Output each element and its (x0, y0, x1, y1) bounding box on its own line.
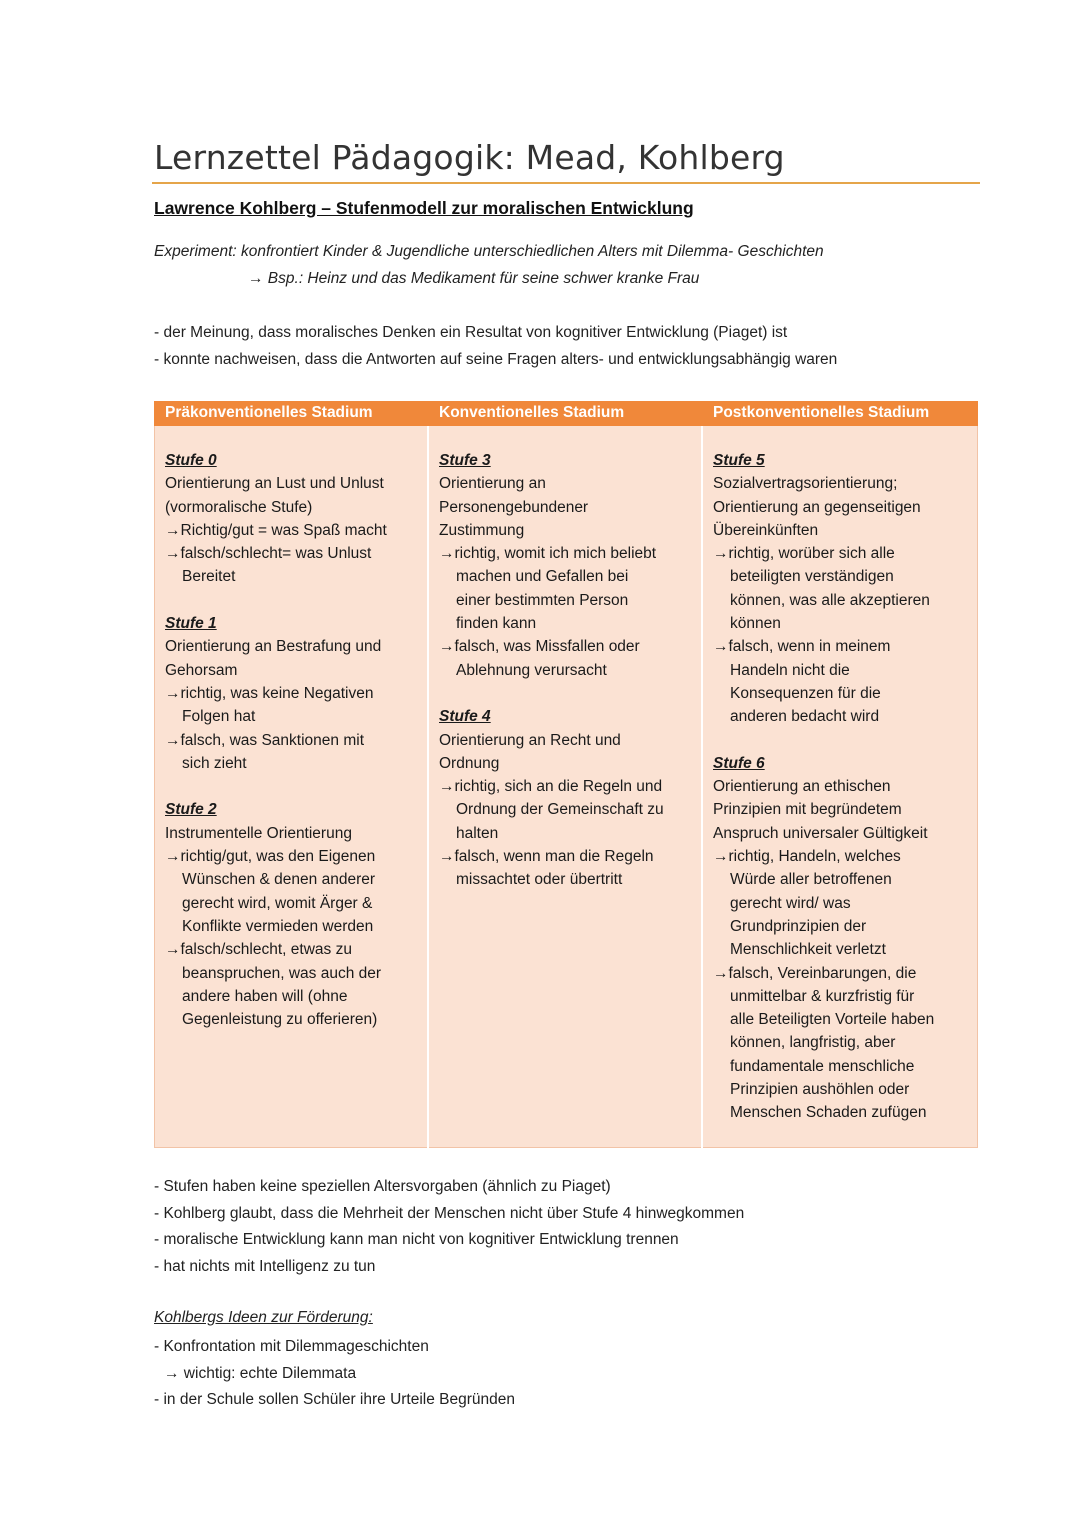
stufe-4-heading: Stufe 4 (439, 708, 491, 726)
stufe-3-heading: Stufe 3 (439, 452, 491, 469)
stufe-6-line: gerecht wird/ was (730, 894, 851, 912)
bullet-item: - konnte nachweisen, dass die Antworten auf seine Fragen alters- und entwicklungsabhängig waren (154, 350, 838, 368)
stufe-5-line: →richtig, worüber sich alle (713, 545, 895, 563)
stufe-5-line: beteiligten verständigen (730, 568, 894, 586)
bullet-item: - Konfrontation mit Dilemmageschichten (154, 1338, 429, 1355)
table-header (154, 401, 978, 426)
stufe-2-line: beanspruchen, was auch der (182, 964, 382, 982)
stufe-0-line: Orientierung an Lust und Unlust (165, 475, 384, 493)
stufe-3-line: Zustimmung (439, 521, 525, 539)
stufe-5-line: Sozialvertragsorientierung; (713, 475, 898, 493)
stufe-4-line: Ordnung (439, 754, 500, 772)
stufe-5-line: →falsch, wenn in meinem (713, 638, 891, 656)
stufe-3-line: einer bestimmten Person (456, 591, 629, 609)
stufe-2-line: Konflikte vermieden werden (182, 917, 374, 935)
stufe-6-line: können, langfristig, aber (730, 1034, 896, 1052)
column-konventionell (439, 449, 664, 892)
stufe-3-line: Personengebundener (439, 498, 589, 516)
header-postkonventionell: Postkonventionelles Stadium (713, 404, 930, 421)
stufe-6-line: Orientierung an ethischen (713, 778, 891, 796)
stufe-6-line: →richtig, Handeln, welches (713, 848, 901, 866)
page-title: Lernzettel Pädagogik: Mead, Kohlberg (154, 138, 785, 177)
bullet-item: - hat nichts mit Intelligenz zu tun (154, 1257, 376, 1275)
stufe-3-line: →richtig, womit ich mich beliebt (439, 545, 657, 563)
stufe-0-line: →Richtig/gut = was Spaß macht (165, 521, 387, 539)
stufe-5-line: Orientierung an gegenseitigen (713, 498, 921, 516)
stufe-6-line: Prinzipien mit begründetem (713, 801, 902, 819)
stufe-6-line: fundamentale menschliche (730, 1057, 915, 1075)
stufe-3-line: Ablehnung verursacht (456, 661, 607, 679)
experiment-text: Experiment: konfrontiert Kinder & Jugendliche unterschiedlichen Alters mit Dilemma- Geschichten (154, 243, 824, 260)
stufe-6-line: Menschen Schaden zufügen (730, 1104, 927, 1122)
stufe-4-line: Ordnung der Gemeinschaft zu (456, 801, 664, 819)
stufe-6-line: Prinzipien aushöhlen oder (730, 1081, 910, 1099)
header-praekonventionell: Präkonventionelles Stadium (165, 404, 373, 421)
stufe-0-heading: Stufe 0 (165, 452, 217, 469)
stufe-5-heading: Stufe 5 (713, 452, 765, 469)
stufe-6-line: →falsch, Vereinbarungen, die (713, 964, 917, 982)
stages-table (154, 401, 978, 1148)
stufe-1-line: Folgen hat (182, 708, 256, 726)
stufe-5-line: können (730, 615, 781, 633)
title-underline (152, 182, 980, 184)
bullet-item: - moralische Entwicklung kann man nicht von kognitiver Entwicklung trennen (154, 1231, 679, 1248)
stufe-2-line: gerecht wird, womit Ärger & (182, 894, 373, 912)
bullet-item: - in der Schule sollen Schüler ihre Urteile Begründen (154, 1391, 516, 1408)
stufe-5-line: Konsequenzen für die (730, 684, 881, 702)
stufe-3-line: →falsch, was Missfallen oder (439, 638, 640, 656)
stufe-6-line: Würde aller betroffenen (730, 871, 892, 889)
stufe-1-line: Gehorsam (165, 661, 238, 679)
stufe-6-line: Menschlichkeit verletzt (730, 941, 886, 959)
stufe-4-line: →falsch, wenn man die Regeln (439, 848, 654, 866)
stufe-1-line: Orientierung an Bestrafung und (165, 638, 382, 656)
stufe-6-line: Grundprinzipien der (730, 917, 867, 935)
example-text: → Bsp.: Heinz und das Medikament für seine schwer kranke Frau (248, 270, 700, 287)
stufe-0-line: Bereitet (182, 568, 236, 586)
stufe-1-heading: Stufe 1 (165, 615, 217, 633)
stufe-5-line: anderen bedacht wird (730, 708, 880, 726)
bullet-item: - Kohlberg glaubt, dass die Mehrheit der Menschen nicht über Stufe 4 hinwegkommen (154, 1204, 745, 1222)
bullet-item: - der Meinung, dass moralisches Denken ein Resultat von kognitiver Entwicklung (Piaget) ist (154, 324, 788, 341)
stufe-2-line: →falsch/schlecht, etwas zu (165, 941, 352, 959)
stufe-3-line: Orientierung an (439, 475, 546, 493)
stufe-0-line: (vormoralische Stufe) (165, 498, 313, 516)
foerderung-heading: Kohlbergs Ideen zur Förderung: (154, 1309, 373, 1326)
column-divider (427, 426, 429, 1148)
column-praekonventionell (165, 449, 387, 1031)
stufe-2-line: andere haben will (ohne (182, 987, 348, 1005)
stufe-4-line: Orientierung an Recht und (439, 731, 621, 749)
bullet-item: - Stufen haben keine speziellen Altersvorgaben (ähnlich zu Piaget) (154, 1178, 611, 1195)
stufe-5-line: Handeln nicht die (730, 661, 850, 679)
header-konventionell: Konventionelles Stadium (439, 404, 625, 421)
stufe-2-line: Wünschen & denen anderer (182, 871, 376, 889)
stufe-1-line: →falsch, was Sanktionen mit (165, 731, 365, 749)
stufe-0-line: →falsch/schlecht= was Unlust (165, 545, 372, 563)
stufe-3-line: machen und Gefallen bei (456, 568, 629, 586)
stufe-6-line: unmittelbar & kurzfristig für (730, 987, 915, 1005)
stufe-6-line: Anspruch universaler Gültigkeit (713, 824, 928, 842)
stufe-4-line: halten (456, 824, 499, 842)
stufe-3-line: finden kann (456, 615, 537, 633)
stufe-2-line: Instrumentelle Orientierung (165, 824, 352, 842)
stufe-4-line: →richtig, sich an die Regeln und (439, 778, 663, 796)
stufe-4-line: missachtet oder übertritt (456, 871, 623, 889)
stufe-2-heading: Stufe 2 (165, 801, 217, 819)
summary-bullet-list (154, 1174, 744, 1280)
stufe-5-line: Übereinkünften (713, 521, 819, 539)
column-postkonventionell (713, 449, 934, 1125)
stufe-2-line: Gegenleistung zu offerieren) (182, 1011, 378, 1029)
stufe-2-line: →richtig/gut, was den Eigenen (165, 848, 376, 866)
stufe-1-line: sich zieht (182, 754, 247, 772)
stufe-6-line: alle Beteiligten Vorteile haben (730, 1011, 935, 1029)
bullet-subitem: → wichtig: echte Dilemmata (164, 1364, 357, 1382)
stufe-1-line: →richtig, was keine Negativen (165, 684, 374, 702)
section-heading: Lawrence Kohlberg – Stufenmodell zur moralischen Entwicklung (154, 198, 694, 218)
column-divider (701, 426, 703, 1148)
foerderung-list (154, 1334, 515, 1414)
stufe-6-heading: Stufe 6 (713, 754, 765, 772)
stufe-5-line: können, was alle akzeptieren (730, 591, 930, 609)
intro-bullet-list (154, 320, 837, 373)
